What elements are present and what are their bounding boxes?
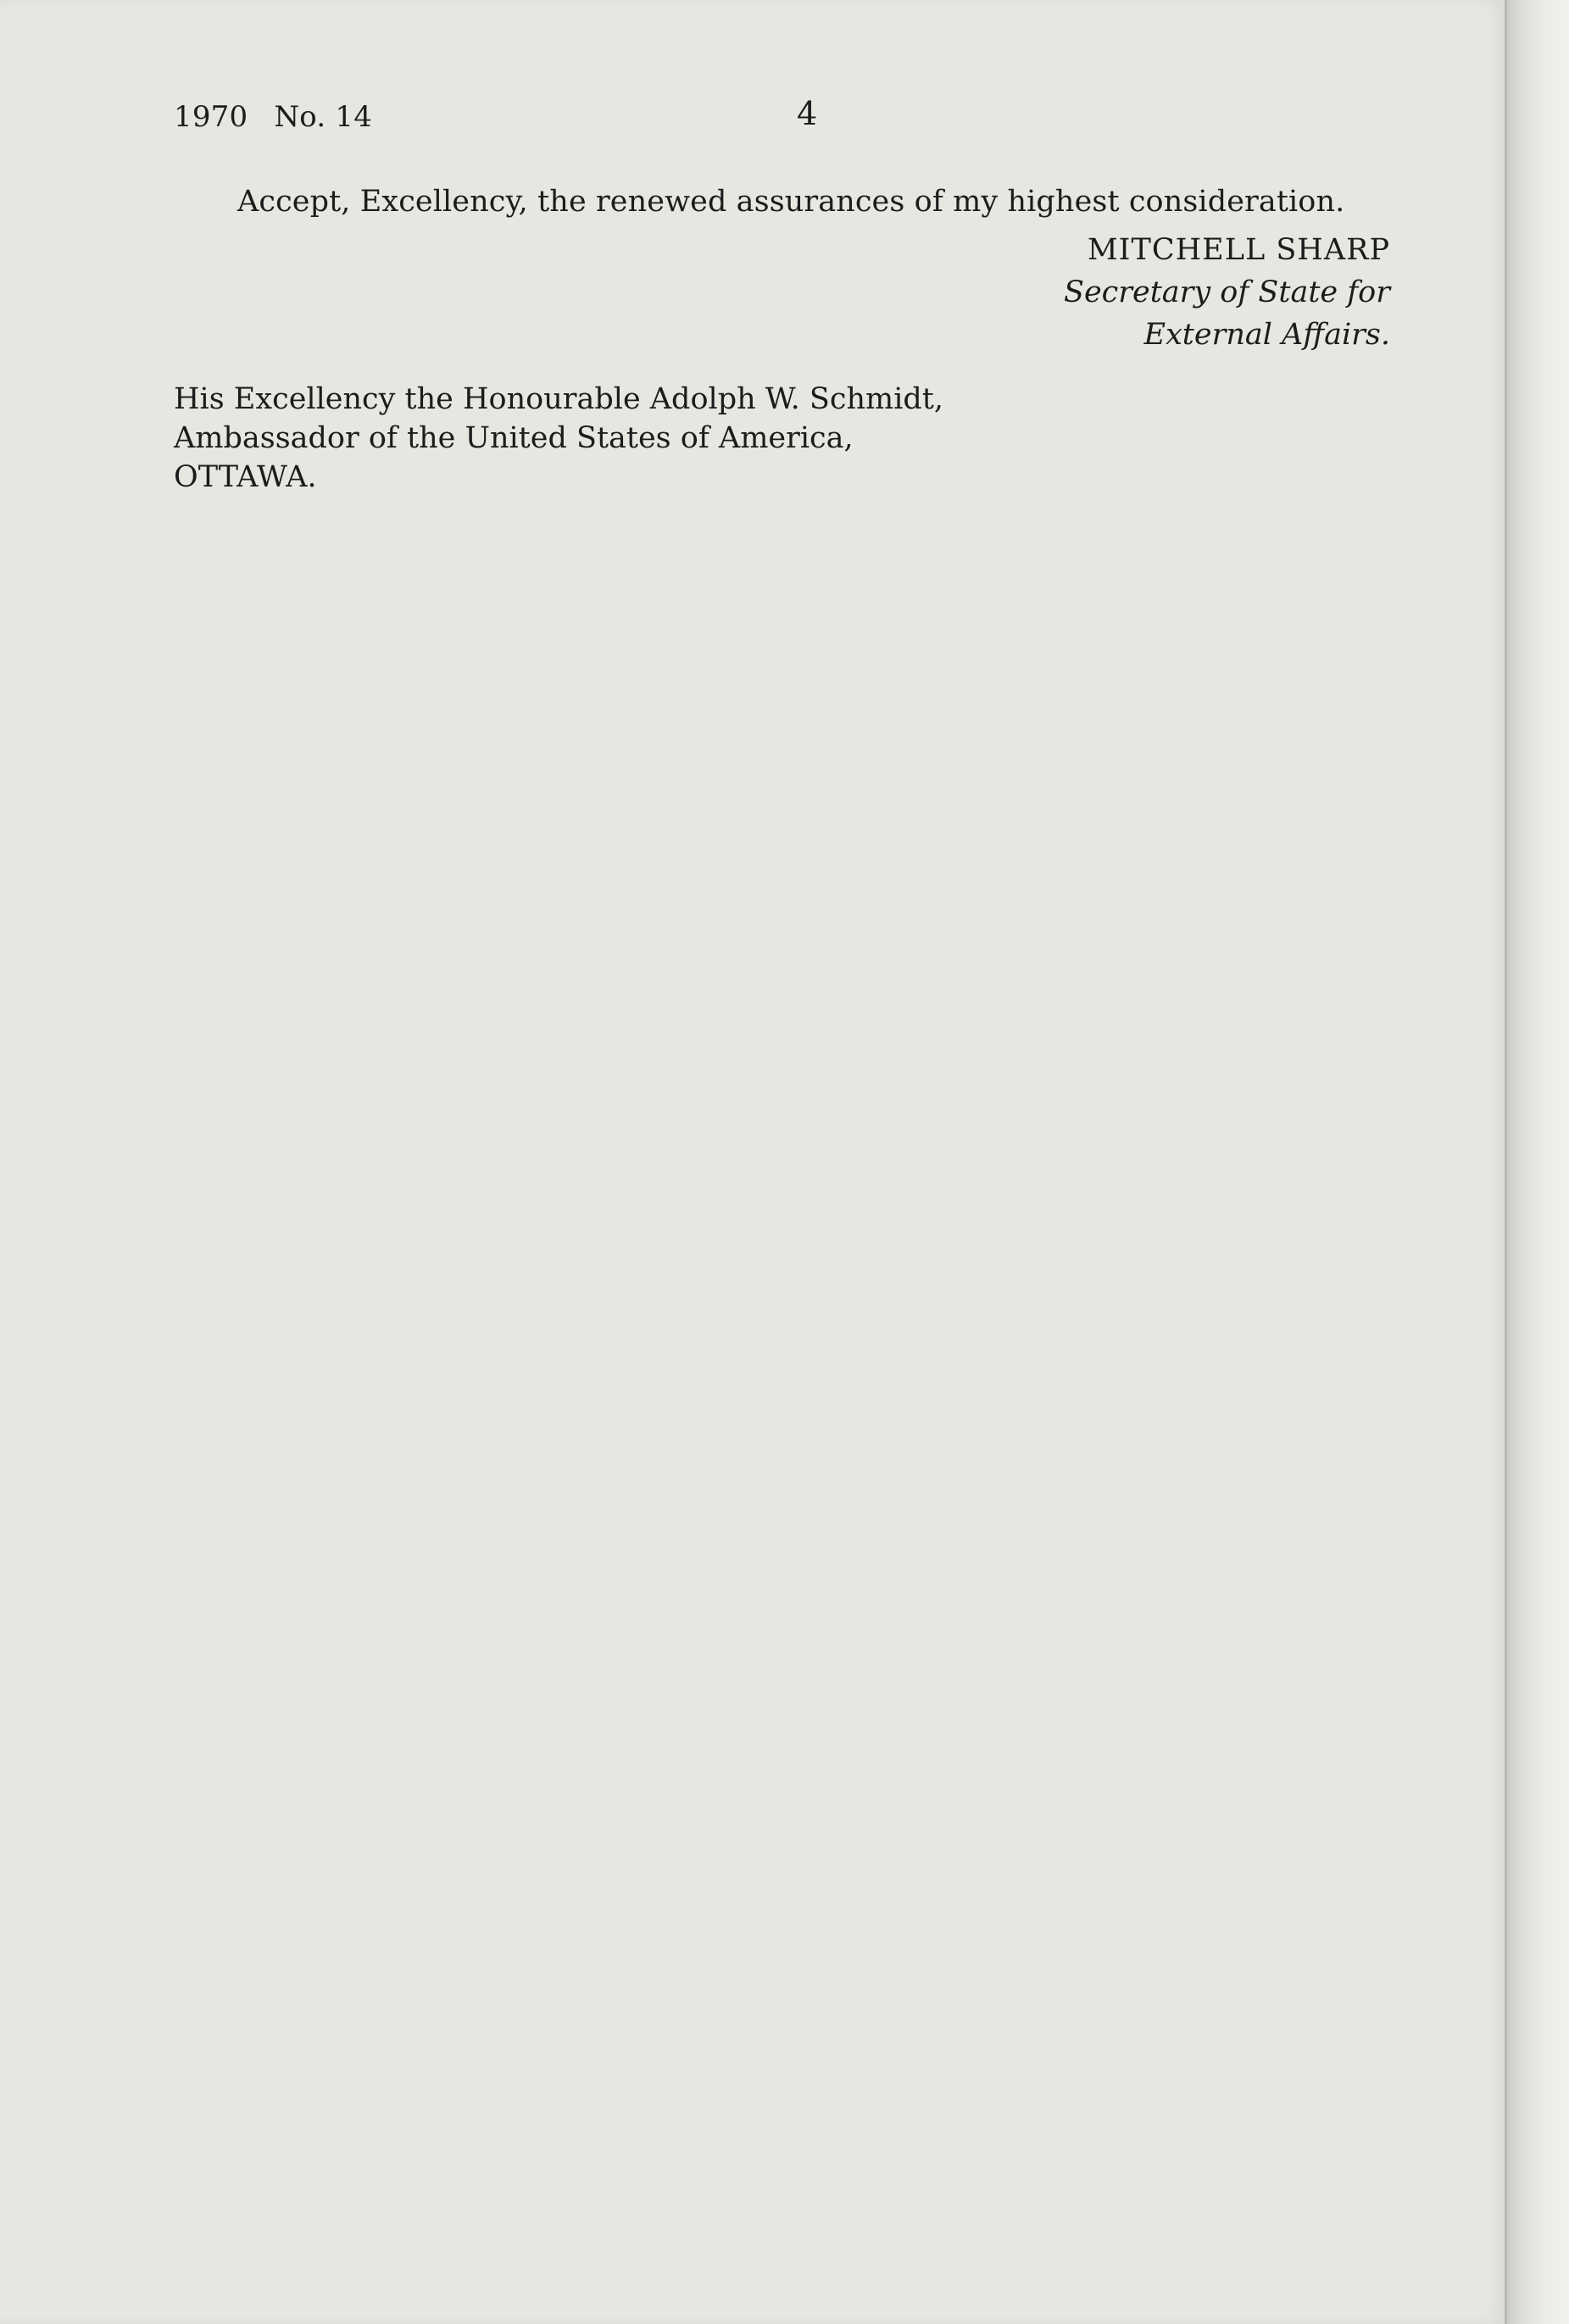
header-number: No. 14 xyxy=(274,100,373,134)
page-header xyxy=(174,100,372,134)
closing-sentence: Accept, Excellency, the renewed assurances of my highest consideration. xyxy=(237,185,1345,219)
addressee-line-1: His Excellency the Honourable Adolph W. Schmidt, xyxy=(174,382,944,416)
signatory-title-line-2: External Affairs. xyxy=(1143,318,1390,352)
addressee-line-3: OTTAWA. xyxy=(174,460,317,494)
next-page-edge xyxy=(1505,0,1569,2324)
addressee-block xyxy=(174,380,943,497)
signatory-name: MITCHELL SHARP xyxy=(1087,233,1390,267)
addressee-line-2: Ambassador of the United States of America, xyxy=(174,421,854,455)
header-year: 1970 xyxy=(174,100,248,134)
signature-block xyxy=(797,229,1390,356)
page-number: 4 xyxy=(797,95,818,132)
signatory-title-line-1: Secretary of State for xyxy=(1063,275,1390,309)
